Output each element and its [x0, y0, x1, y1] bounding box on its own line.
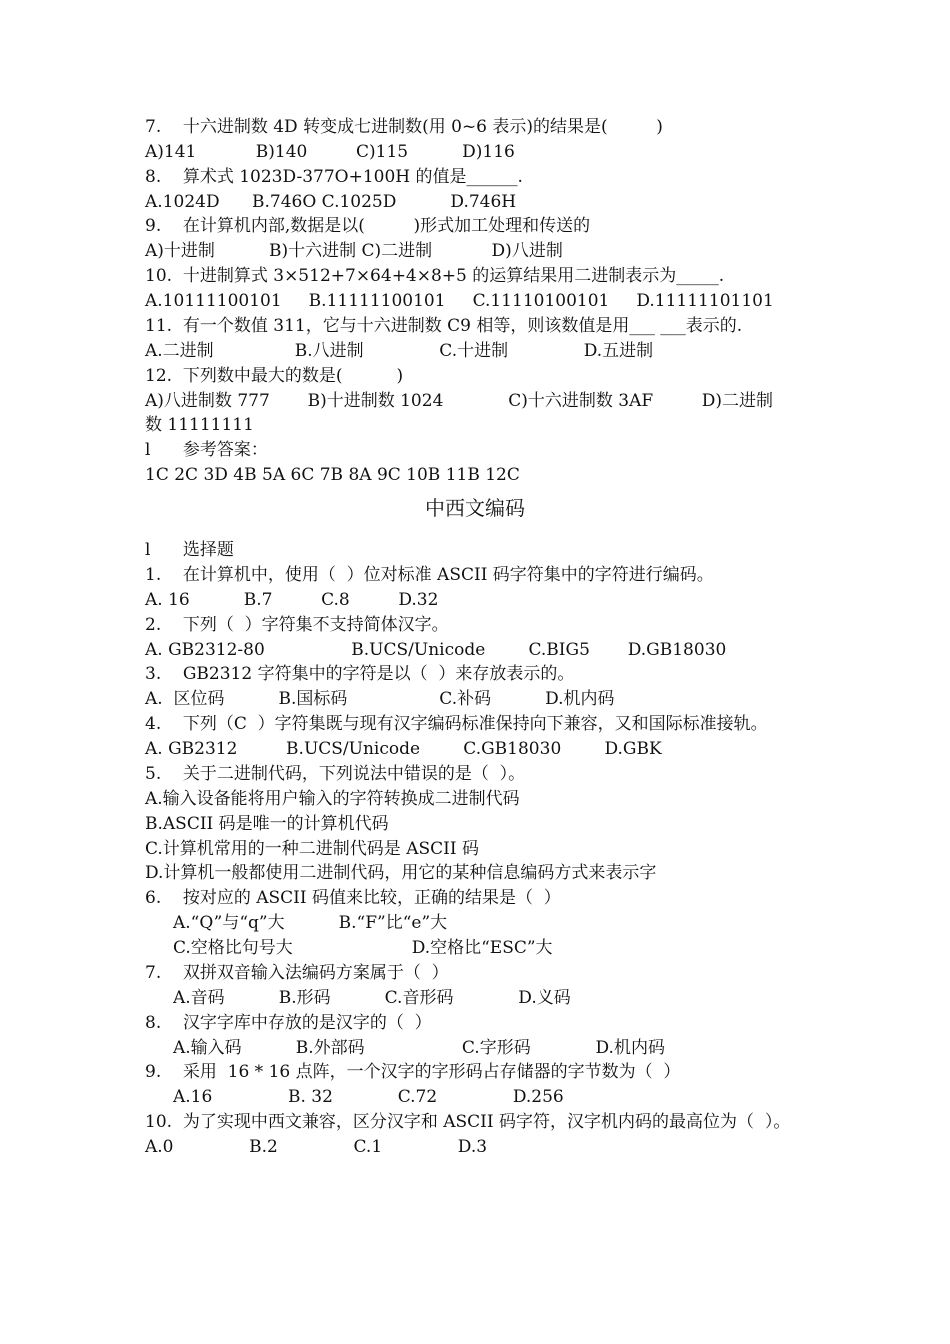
- question-7-hex: 7. 十六进制数 4D 转变成七进制数(用 0~6 表示)的结果是( ): [145, 117, 663, 137]
- question-9-format: 9. 在计算机内部,数据是以( )形式加工处理和传送的: [145, 216, 591, 236]
- section-title: 中西文编码: [425, 496, 525, 520]
- options-8-expr: A.1024D B.746O C.1025D D.746H: [145, 192, 517, 212]
- options-1: A. 16 B.7 C.8 D.32: [145, 590, 439, 610]
- answers-heading: l 参考答案：: [145, 440, 268, 460]
- answers-line: 1C 2C 3D 4B 5A 6C 7B 8A 9C 10B 11B 12C: [145, 465, 520, 485]
- options-6-ab: A.“Q”与“q”大 B.“F”比“e”大: [173, 913, 448, 933]
- options-12-max-cont: 数 11111111: [145, 415, 254, 435]
- question-10: 10. 为了实现中西文兼容，区分汉字和 ASCII 码字符，汉字机内码的最高位为（ ）。: [145, 1112, 791, 1132]
- question-6: 6. 按对应的 ASCII 码值来比较，正确的结果是（ ）: [145, 888, 561, 908]
- option-5c: C.计算机常用的一种二进制代码是 ASCII 码: [145, 839, 479, 859]
- options-10: A.0 B.2 C.1 D.3: [145, 1137, 488, 1157]
- option-5b: B.ASCII 码是唯一的计算机代码: [145, 814, 389, 834]
- question-8: 8. 汉字字库中存放的是汉字的（ ）: [145, 1013, 432, 1033]
- options-11-base: A.二进制 B.八进制 C.十进制 D.五进制: [145, 341, 654, 361]
- question-9: 9. 采用 16 * 16 点阵，一个汉字的字形码占存储器的字节数为（ ）: [145, 1062, 681, 1082]
- question-1: 1. 在计算机中，使用（ ）位对标准 ASCII 码字符集中的字符进行编码。: [145, 565, 714, 585]
- options-2: A. GB2312-80 B.UCS/Unicode C.BIG5 D.GB18030: [145, 640, 727, 660]
- question-5: 5. 关于二进制代码，下列说法中错误的是（ ）。: [145, 764, 526, 784]
- question-7: 7. 双拼双音输入法编码方案属于（ ）: [145, 963, 449, 983]
- option-5d: D.计算机一般都使用二进制代码，用它的某种信息编码方式来表示字: [145, 863, 657, 883]
- choice-heading: l 选择题: [145, 540, 234, 560]
- options-10-decimal: A.10111100101 B.11111100101 C.11110100101 D.11111101101: [145, 291, 774, 311]
- question-3: 3. GB2312 字符集中的字符是以（ ）来存放表示的。: [145, 664, 575, 684]
- options-8: A.输入码 B.外部码 C.字形码 D.机内码: [173, 1038, 665, 1058]
- options-6-cd: C.空格比句号大 D.空格比“ESC”大: [173, 938, 553, 958]
- options-9: A.16 B. 32 C.72 D.256: [173, 1087, 564, 1107]
- options-3: A. 区位码 B.国标码 C.补码 D.机内码: [145, 689, 615, 709]
- question-2: 2. 下列（ ）字符集不支持简体汉字。: [145, 615, 449, 635]
- question-4: 4. 下列（C ）字符集既与现有汉字编码标准保持向下兼容，又和国际标准接轨。: [145, 714, 768, 734]
- options-7-hex: A)141 B)140 C)115 D)116: [145, 142, 515, 162]
- options-4: A. GB2312 B.UCS/Unicode C.GB18030 D.GBK: [145, 739, 662, 759]
- question-10-decimal: 10. 十进制算式 3×512+7×64+4×8+5 的运算结果用二进制表示为_____.: [145, 266, 725, 286]
- options-12-max: A)八进制数 777 B)十进制数 1024 C)十六进制数 3AF D)二进制: [145, 391, 774, 411]
- options-7: A.音码 B.形码 C.音形码 D.义码: [173, 988, 571, 1008]
- question-8-expr: 8. 算术式 1023D-377O+100H 的值是______.: [145, 167, 523, 187]
- question-11-base: 11. 有一个数值 311，它与十六进制数 C9 相等，则该数值是用___ ___表示的.: [145, 316, 743, 336]
- option-5a: A.输入设备能将用户输入的字符转换成二进制代码: [145, 789, 520, 809]
- question-12-max: 12. 下列数中最大的数是( ): [145, 366, 404, 386]
- options-9-format: A)十进制 B)十六进制 C)二进制 D)八进制: [145, 241, 563, 261]
